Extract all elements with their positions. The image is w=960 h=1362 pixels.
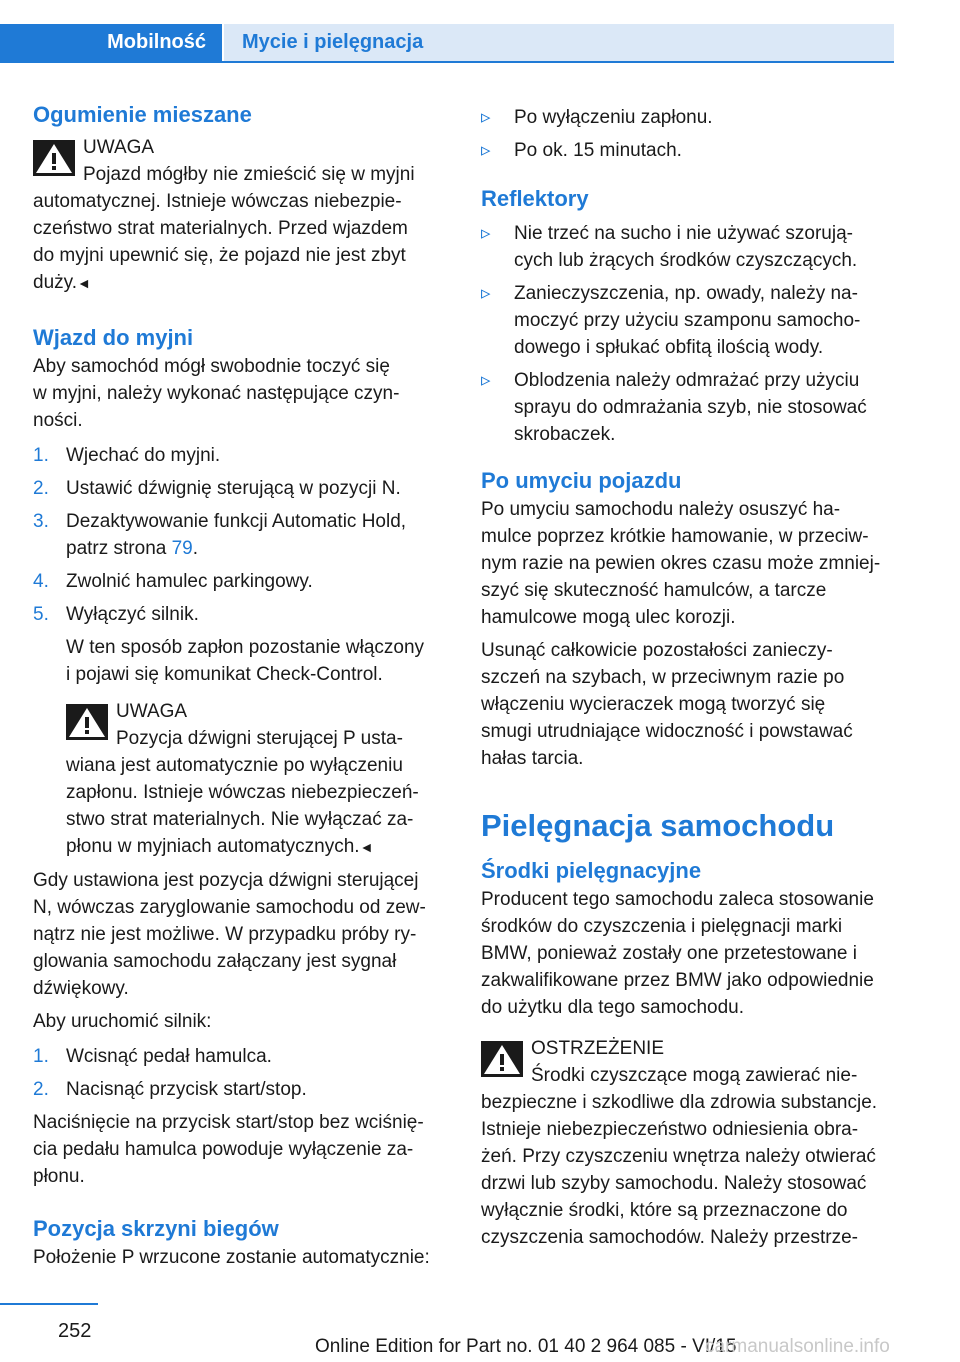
list-item	[33, 601, 447, 861]
warning-text: czyszczenia samochodów. Należy przestrze-	[481, 1227, 858, 1248]
list-text-line: cych lub żrących środków czyszczących.	[514, 250, 858, 271]
list-text: Ustawić dźwignię sterującą w pozycji N.	[66, 478, 401, 499]
list-text: Zwolnić hamulec parkingowy.	[66, 571, 313, 592]
heading-headlights: Reflektory	[481, 186, 589, 211]
heading-gear-position: Pozycja skrzyni biegów	[33, 1216, 279, 1241]
list-subtext: W ten sposób zapłon pozostanie włączony	[66, 637, 425, 658]
list-text	[66, 508, 447, 562]
warning-text: zapłonu. Istnieje wówczas niebezpieczeń-	[66, 782, 419, 803]
page-header	[0, 0, 960, 62]
list-text: Wjechać do myjni.	[66, 445, 221, 466]
list-item	[481, 280, 895, 361]
list-text-line: moczyć przy użyciu szamponu samocho-	[514, 310, 861, 331]
watermark: carmanualsonline.info	[705, 1336, 890, 1357]
list-text	[514, 367, 895, 448]
list-subtext: i pojawi się komunikat Check-Control.	[66, 664, 383, 685]
warning-text: duży.	[33, 272, 78, 293]
page-reference-link[interactable]: 79	[171, 538, 193, 559]
warning-text: Pozycja dźwigni sterującej P usta-	[116, 728, 403, 749]
paragraph-text: włączeniu wycieraczek mogą tworzyć się	[481, 694, 826, 715]
paragraph-text: Po umyciu samochodu należy osuszyć ha-	[481, 499, 841, 520]
carwash-steps-list	[33, 442, 447, 861]
left-column	[33, 100, 447, 1271]
paragraph-text: BMW, ponieważ zostały one przetestowane i	[481, 943, 857, 964]
paragraph-text: w myjni, należy wykonać następujące czyn-	[33, 383, 400, 404]
warning-text: drzwi lub szyby samochodu. Należy stosować	[481, 1173, 867, 1194]
warning-box-3	[481, 1035, 895, 1251]
heading-vehicle-care: Pielęgnacja samochodu	[481, 808, 835, 843]
warning-text: czeństwo strat materialnych. Przed wjazdem	[33, 218, 408, 239]
list-number: 1.	[33, 445, 49, 466]
list-text-line: patrz strona	[66, 538, 172, 559]
paragraph-text: ności.	[33, 410, 83, 431]
paragraph-text: środków do czyszczenia i pielęgnacji marki	[481, 916, 843, 937]
list-item	[481, 104, 895, 131]
list-number: 2.	[33, 1079, 49, 1100]
paragraph-text: cia pedału hamulca powoduje wyłączenie za-	[33, 1139, 414, 1160]
warning-title: UWAGA	[116, 701, 188, 722]
tab-washing-care[interactable]: Mycie i pielęgnacja	[224, 24, 894, 61]
list-item	[33, 442, 447, 469]
warning-text: stwo strat materialnych. Nie wyłączać za-	[66, 809, 414, 830]
list-number: 5.	[33, 604, 49, 625]
list-text-line: Wyłączyć silnik.	[66, 604, 199, 625]
list-item	[481, 137, 895, 164]
list-item	[33, 1076, 447, 1103]
paragraph-text: Usunąć całkowicie pozostałości zanieczy-	[481, 640, 833, 661]
heading-care-products: Środki pielęgnacyjne	[481, 858, 702, 883]
warning-text: wiana jest automatycznie po wyłączeniu	[66, 755, 403, 776]
list-text	[514, 280, 895, 361]
list-text: Po ok. 15 minutach.	[514, 140, 682, 161]
paragraph-text: Producent tego samochodu zaleca stosowanie	[481, 889, 874, 910]
paragraph-text: Aby uruchomić silnik:	[33, 1011, 212, 1032]
paragraph-text: dźwiękowy.	[33, 978, 129, 999]
paragraph-text: do użytku dla tego samochodu.	[481, 997, 745, 1018]
warning-text: Pojazd mógłby nie zmieścić się w myjni	[83, 164, 415, 185]
list-item	[33, 475, 447, 502]
warning-triangle-icon	[66, 704, 108, 740]
headlights-list	[481, 220, 895, 448]
list-text: Wcisnąć pedał hamulca.	[66, 1046, 272, 1067]
list-item	[33, 1043, 447, 1070]
list-text-line: skrobaczek.	[514, 424, 616, 445]
bullet-triangle-icon: ▹	[481, 223, 491, 244]
bullet-triangle-icon: ▹	[481, 107, 491, 128]
paragraph-text: Aby samochód mógł swobodnie toczyć się	[33, 356, 390, 377]
list-text	[66, 601, 447, 861]
warning-text: do myjni upewnić się, że pojazd nie jest zbyt	[33, 245, 406, 266]
edition-note: Online Edition for Part no. 01 40 2 964 085 - VI/15	[315, 1336, 737, 1357]
footer-divider	[0, 1303, 98, 1305]
list-text-line: Dezaktywowanie funkcji Automatic Hold,	[66, 511, 407, 532]
warning-text: bezpieczne i szkodliwe dla zdrowia substancje.	[481, 1092, 878, 1113]
list-text: Po wyłączeniu zapłonu.	[514, 107, 713, 128]
list-text	[514, 220, 895, 274]
list-text: Nacisnąć przycisk start/stop.	[66, 1079, 307, 1100]
paragraph-text: glowania samochodu załączany jest sygnał	[33, 951, 397, 972]
list-number: 1.	[33, 1046, 49, 1067]
paragraph-text: smugi utrudniające widoczność i powstawać	[481, 721, 853, 742]
period: .	[192, 538, 199, 559]
paragraph-text: N, wówczas zaryglowanie samochodu od zew-	[33, 897, 426, 918]
after-wash-paragraph-1	[481, 496, 895, 631]
list-text-line: Nie trzeć na sucho i nie używać szorują-	[514, 223, 853, 244]
warning-title: OSTRZEŻENIE	[531, 1038, 665, 1059]
tab-mobility[interactable]: Mobilność	[0, 24, 222, 61]
warning-text: Istnieje niebezpieczeństwo odniesienia obra-	[481, 1119, 859, 1140]
end-marker-icon: ◄	[359, 839, 374, 855]
bullet-triangle-icon: ▹	[481, 140, 491, 161]
warning-triangle-icon	[481, 1041, 523, 1077]
header-divider	[0, 61, 894, 63]
paragraph-text: szyć się skuteczność hamulców, a tarcze	[481, 580, 827, 601]
list-text-line: dowego i spłukać obfitą ilością wody.	[514, 337, 824, 358]
warning-box-1	[33, 134, 447, 297]
list-number: 2.	[33, 478, 49, 499]
warning-text: Środki czyszczące mogą zawierać nie-	[531, 1065, 858, 1086]
paragraph-text: płonu.	[33, 1166, 85, 1187]
list-text-line: sprayu do odmrażania szyb, nie stosować	[514, 397, 867, 418]
list-text-line: Oblodzenia należy odmrażać przy użyciu	[514, 370, 860, 391]
page-number: 252	[58, 1320, 92, 1342]
list-item	[481, 220, 895, 274]
heading-after-wash: Po umyciu pojazdu	[481, 468, 682, 493]
paragraph-text: nym razie na pewien okres czasu może zmniej-	[481, 553, 881, 574]
warning-text: automatycznej. Istnieje wówczas niebezpie-	[33, 191, 402, 212]
start-steps-list	[33, 1043, 447, 1103]
warning-box-2	[66, 698, 447, 861]
paragraph-text: mulce poprzez krótkie hamowanie, w przeciw-	[481, 526, 869, 547]
warning-triangle-icon	[33, 140, 75, 176]
care-paragraph	[481, 886, 895, 1021]
warning-text-end	[33, 269, 447, 297]
bullet-triangle-icon: ▹	[481, 283, 491, 304]
list-item	[481, 367, 895, 448]
end-marker-icon: ◄	[77, 275, 91, 291]
list-number: 4.	[33, 571, 49, 592]
warning-title: UWAGA	[83, 137, 155, 158]
heading-mixed-tyres: Ogumienie mieszane	[33, 102, 252, 127]
paragraph-text: nątrz nie jest możliwe. W przypadku próby ry-	[33, 924, 417, 945]
list-item	[33, 568, 447, 595]
paragraph-text: szczeń na szybach, w przeciwnym razie po	[481, 667, 845, 688]
warning-text: płonu w myjniach automatycznych.	[66, 836, 360, 857]
warning-text: wyłącznie środki, które są przeznaczone do	[481, 1200, 848, 1221]
right-column	[481, 104, 895, 1251]
list-text-line: Zanieczyszczenia, np. owady, należy na-	[514, 283, 858, 304]
paragraph-text: hałas tarcia.	[481, 748, 584, 769]
after-wash-paragraph-2	[481, 637, 895, 772]
list-item	[33, 508, 447, 562]
paragraph-text: Położenie P wrzucone zostanie automatycznie:	[33, 1247, 430, 1268]
bullet-triangle-icon: ▹	[481, 370, 491, 391]
heading-carwash-entry: Wjazd do myjni	[33, 325, 194, 350]
neutral-paragraph	[33, 867, 447, 1002]
paragraph-text: hamulcowe mogą ulec korozji.	[481, 607, 736, 628]
warning-text: żeń. Przy czyszczeniu wnętrza należy otwierać	[481, 1146, 876, 1167]
list-number: 3.	[33, 511, 49, 532]
paragraph-text: zakwalifikowane przez BMW jako odpowiednie	[481, 970, 874, 991]
warning-text-end	[66, 833, 447, 861]
paragraph-text: Naciśnięcie na przycisk start/stop bez wciśnię-	[33, 1112, 424, 1133]
paragraph-text: Gdy ustawiona jest pozycja dźwigni sterującej	[33, 870, 419, 891]
gear-conditions-list	[481, 104, 895, 164]
